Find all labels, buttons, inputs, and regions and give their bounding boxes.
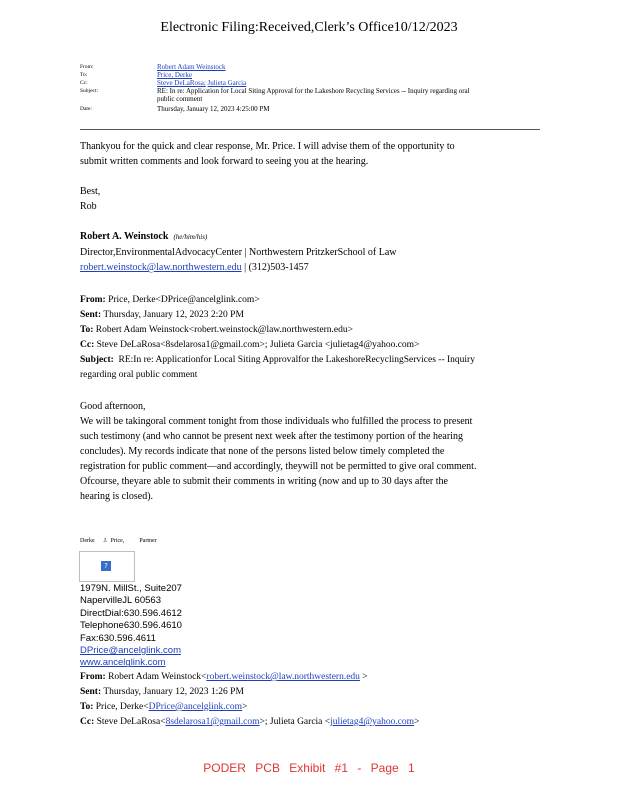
to-link[interactable]: Price, Derke: [157, 71, 192, 79]
cc-link-1[interactable]: Steve DeLaRosa;: [157, 79, 206, 87]
q2-from-email-link[interactable]: robert.weinstock@law.northwestern.edu: [206, 672, 360, 682]
direct-dial: DirectDial:630.596.4612: [80, 607, 182, 619]
q2-to-email-link[interactable]: DPrice@ancelglink.com: [148, 702, 243, 712]
cc-link-2[interactable]: Julieta Garcia: [207, 79, 247, 87]
date-value: Thursday, January 12, 2023 4:25:00 PM: [157, 105, 270, 113]
sig-title: Director,EnvironmentalAdvocacyCenter | Northwestern PritzkerSchool of Law: [80, 247, 397, 258]
quoted-email-2-headers: [80, 670, 550, 730]
filing-stamp: Electronic Filing:Received,Clerk’s Office10/12/2023: [160, 20, 458, 35]
reply-closing: Best,: [80, 186, 101, 197]
reply-line-2: submit written comments and look forward to seeing you at the hearing.: [80, 156, 369, 167]
q1-sent: Thursday, January 12, 2023 2:20 PM: [103, 310, 244, 320]
reply-line-1: Thankyou for the quick and clear response, Mr. Price. I will advise them of the opportunity to: [80, 141, 455, 152]
firm-website-link[interactable]: www.ancelglink.com: [80, 657, 166, 669]
cc-label: Cc:: [80, 80, 88, 86]
price-address-block: [80, 583, 182, 670]
q2-from-label: From:: [80, 672, 106, 682]
q2-cc-mid: >; Julieta Garcia <: [259, 717, 331, 727]
weinstock-signature: [80, 229, 550, 275]
q1-cc-label: Cc:: [80, 340, 95, 350]
q1-body-line-2: such testimony (and who cannot be present next week after the testimony portion of the hearing: [80, 431, 463, 442]
q2-from-name: Robert Adam Weinstock<: [108, 672, 207, 682]
telephone: Telephone630.596.4610: [80, 620, 182, 632]
q1-subject-1: RE:In re: Applicationfor Local Siting Approvalfor the LakeshoreRecyclingServices -- Inquiry: [118, 355, 475, 365]
q2-cc-email2-link[interactable]: julietag4@yahoo.com: [330, 717, 415, 727]
reply-body: [80, 139, 550, 214]
q1-from: Price, Derke<DPrice@ancelglink.com>: [108, 295, 260, 305]
q2-to-label: To:: [80, 702, 94, 712]
subject-label: Subject:: [80, 88, 99, 94]
to-label: To:: [80, 72, 88, 78]
quoted-email-1-body: [80, 399, 550, 504]
subject-line-2: public comment: [157, 95, 203, 103]
q1-to-label: To:: [80, 325, 94, 335]
exhibit-footer: PODER PCB Exhibit #1 - Page 1: [203, 761, 415, 775]
q2-sent-label: Sent:: [80, 687, 102, 697]
sig-name: Robert A. Weinstock: [80, 231, 169, 242]
address-line-2: NapervilleJL 60563: [80, 595, 161, 607]
broken-image-icon: ?: [101, 561, 111, 571]
from-label: From:: [80, 64, 94, 70]
q2-cc-close: >: [414, 717, 420, 727]
q1-subject-label: Subject:: [80, 355, 114, 365]
q2-from-close: >: [359, 672, 368, 682]
reply-signoff: Rob: [80, 201, 97, 212]
q2-to-close: >: [242, 702, 248, 712]
q1-body-line-3: concludes). My records indicate that none of the persons listed below timely completed the: [80, 446, 445, 457]
q2-sent: Thursday, January 12, 2023 1:26 PM: [103, 687, 244, 697]
sig-email-link[interactable]: robert.weinstock@law.northwestern.edu: [80, 262, 242, 273]
q2-cc-name1: Steve DeLaRosa<: [96, 717, 166, 727]
sig-pronouns: (he/him/his): [173, 233, 208, 241]
sig-phone: | (312)503-1457: [241, 262, 309, 273]
price-email-link[interactable]: DPrice@ancelglink.com: [80, 645, 181, 657]
q1-greeting: Good afternoon,: [80, 401, 146, 412]
q2-cc-label: Cc:: [80, 717, 95, 727]
q1-body-line-4: registration for public comment—and accordingly, theywill not be permitted to give oral comment.: [80, 461, 477, 472]
q1-sent-label: Sent:: [80, 310, 102, 320]
address-line-1: 1979N. MillSt., Suite207: [80, 583, 182, 594]
from-link[interactable]: Robert Adam Weinstock: [157, 63, 226, 71]
fax: Fax:630.596.4611: [80, 632, 156, 644]
firm-logo-placeholder: [79, 551, 135, 582]
quoted-email-1-headers: [80, 293, 550, 383]
q1-cc: Steve DeLaRosa<8sdelarosa1@gmail.com>; Julieta Garcia <julietag4@yahoo.com>: [96, 340, 420, 350]
date-label: Date:: [80, 106, 92, 112]
price-name-title: Derke J. Price, Partner: [80, 538, 157, 544]
header-divider: [80, 129, 540, 130]
q2-to-name: Price, Derke<: [95, 702, 149, 712]
q1-body-line-5: Ofcourse, theyare able to submit their comments in writing (now and up to 30 days after the: [80, 476, 448, 487]
email-meta-block: [80, 63, 527, 113]
q1-from-label: From:: [80, 295, 106, 305]
q1-body-line-1: We will be takingoral comment tonight from those individuals who fulfilled the process to present: [80, 416, 473, 427]
subject-line-1: RE: In re: Application for Local Siting Approval for the Lakeshore Recycling Services -- Inquiry regarding oral: [157, 87, 470, 95]
q2-cc-email1-link[interactable]: 8sdelarosa1@gmail.com: [165, 717, 260, 727]
q1-subject-2: regarding oral public comment: [80, 370, 198, 380]
q1-body-line-6: hearing is closed).: [80, 491, 154, 502]
q1-to: Robert Adam Weinstock<robert.weinstock@law.northwestern.edu>: [95, 325, 353, 335]
